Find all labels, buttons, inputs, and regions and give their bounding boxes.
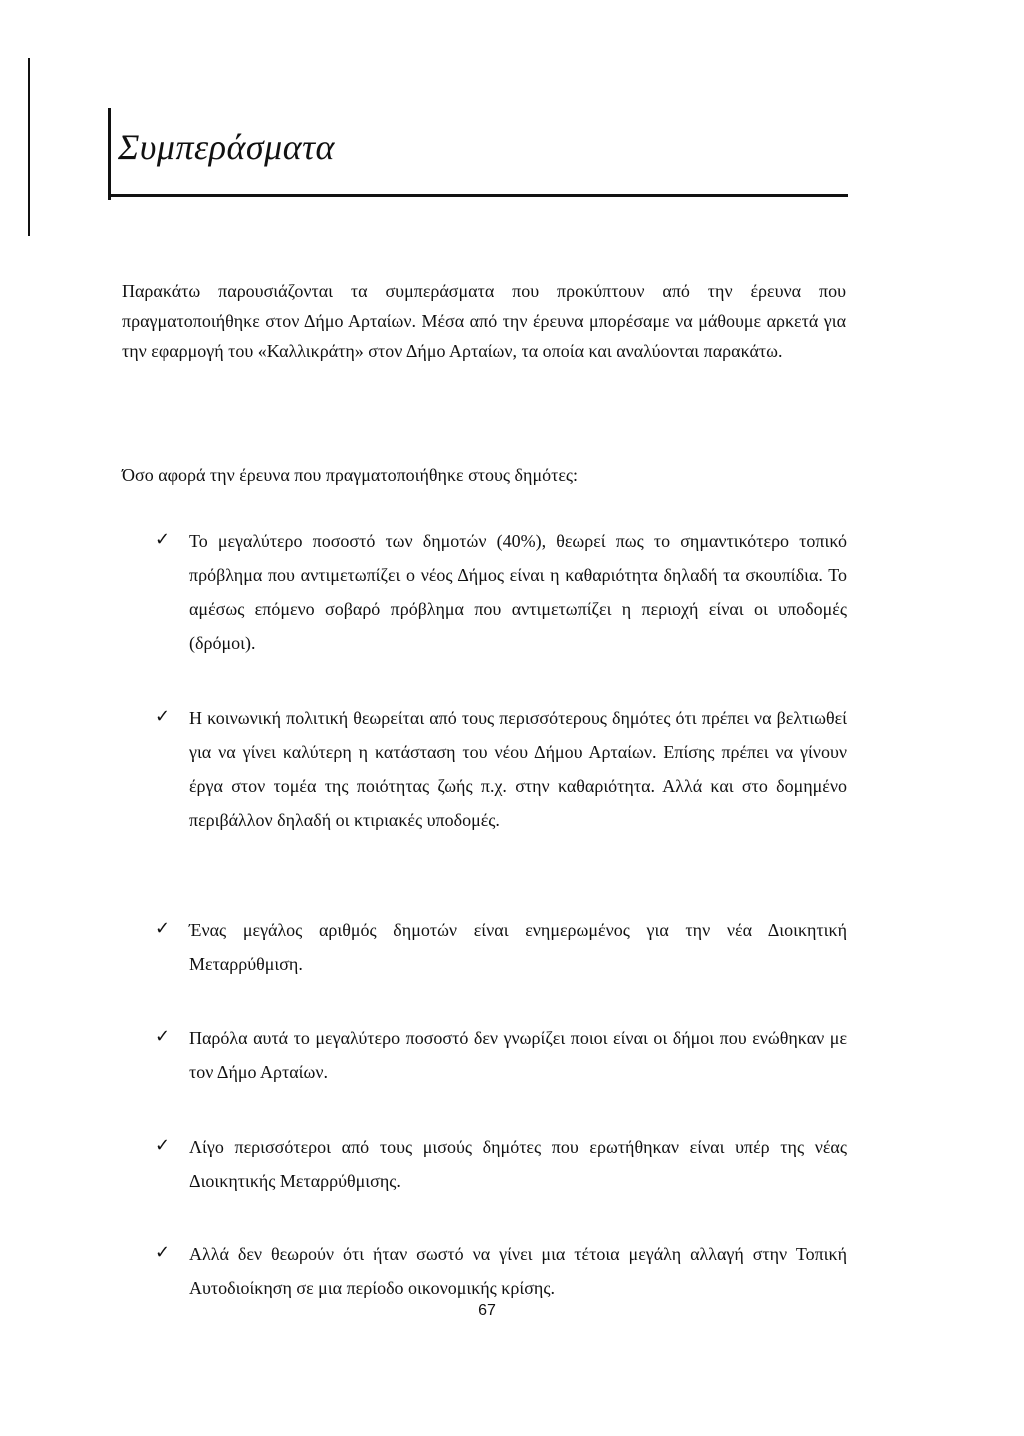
checkmark-icon: ✓ — [155, 1135, 171, 1156]
checkmark-icon: ✓ — [155, 1242, 171, 1263]
heading-underline — [108, 194, 848, 197]
list-item-text: Η κοινωνική πολιτική θεωρείται από τους περισσότερους δημότες ότι πρέπει να βελτιωθεί για να γίνει καλύτερη η κατάσταση του νέου Δήμου Αρταίων. Επίσης πρέπει να γίνουν έργα στον τομέα της ποιότητας ζωής π.χ. στην καθαριότητα. Αλλά και στο δομημένο περιβάλλον δηλαδή οι κτιριακές υποδομές. — [189, 708, 847, 830]
list-item — [155, 913, 847, 981]
heading-frame-left — [108, 108, 111, 200]
list-item-text: Το μεγαλύτερο ποσοστό των δημοτών (40%), θεωρεί πως το σημαντικότερο τοπικό πρόβλημα που αντιμετωπίζει ο νέος Δήμος είναι η καθαριότητα δηλαδή τα σκουπίδια. Το αμέσως επόμενο σοβαρό πρόβλημα που αντιμετωπίζει η περιοχή είναι οι υποδομές (δρόμοι). — [189, 531, 847, 653]
checkmark-icon: ✓ — [155, 1026, 171, 1047]
list-item-text: Αλλά δεν θεωρούν ότι ήταν σωστό να γίνει μια τέτοια μεγάλη αλλαγή στην Τοπική Αυτοδιοίκηση σε μια περίοδο οικονομικής κρίσης. — [189, 1244, 847, 1298]
intro-paragraph: Παρακάτω παρουσιάζονται τα συμπεράσματα που προκύπτουν από την έρευνα που πραγματοποιήθηκε στον Δήμο Αρταίων. Μέσα από την έρευνα μπορέσαμε να μάθουμε αρκετά για την εφαρμογή του «Καλλικράτη» στον Δήμο Αρταίων, τα οποία και αναλύονται παρακάτω. — [122, 281, 846, 361]
list-item — [155, 1237, 847, 1305]
margin-rule — [28, 58, 30, 236]
checkmark-icon: ✓ — [155, 706, 171, 727]
lead-sentence: Όσο αφορά την έρευνα που πραγματοποιήθηκε στους δημότες: — [122, 465, 579, 485]
list-item-text: Παρόλα αυτά το μεγαλύτερο ποσοστό δεν γνωρίζει ποιοι είναι οι δήμοι που ενώθηκαν με τον Δήμο Αρταίων. — [189, 1028, 847, 1082]
checkmark-icon: ✓ — [155, 918, 171, 939]
list-item — [155, 524, 847, 660]
list-item — [155, 1021, 847, 1089]
list-item — [155, 1130, 847, 1198]
section-heading: Συμπεράσματα — [118, 127, 335, 167]
checkmark-icon: ✓ — [155, 529, 171, 550]
list-item — [155, 701, 847, 837]
page-number: 67 — [478, 1302, 496, 1319]
list-item-text: Λίγο περισσότεροι από τους μισούς δημότες που ερωτήθηκαν είναι υπέρ της νέας Διοικητικής Μεταρρύθμισης. — [189, 1137, 847, 1191]
list-item-text: Ένας μεγάλος αριθμός δημοτών είναι ενημερωμένος για την νέα Διοικητική Μεταρρύθμιση. — [189, 920, 847, 974]
